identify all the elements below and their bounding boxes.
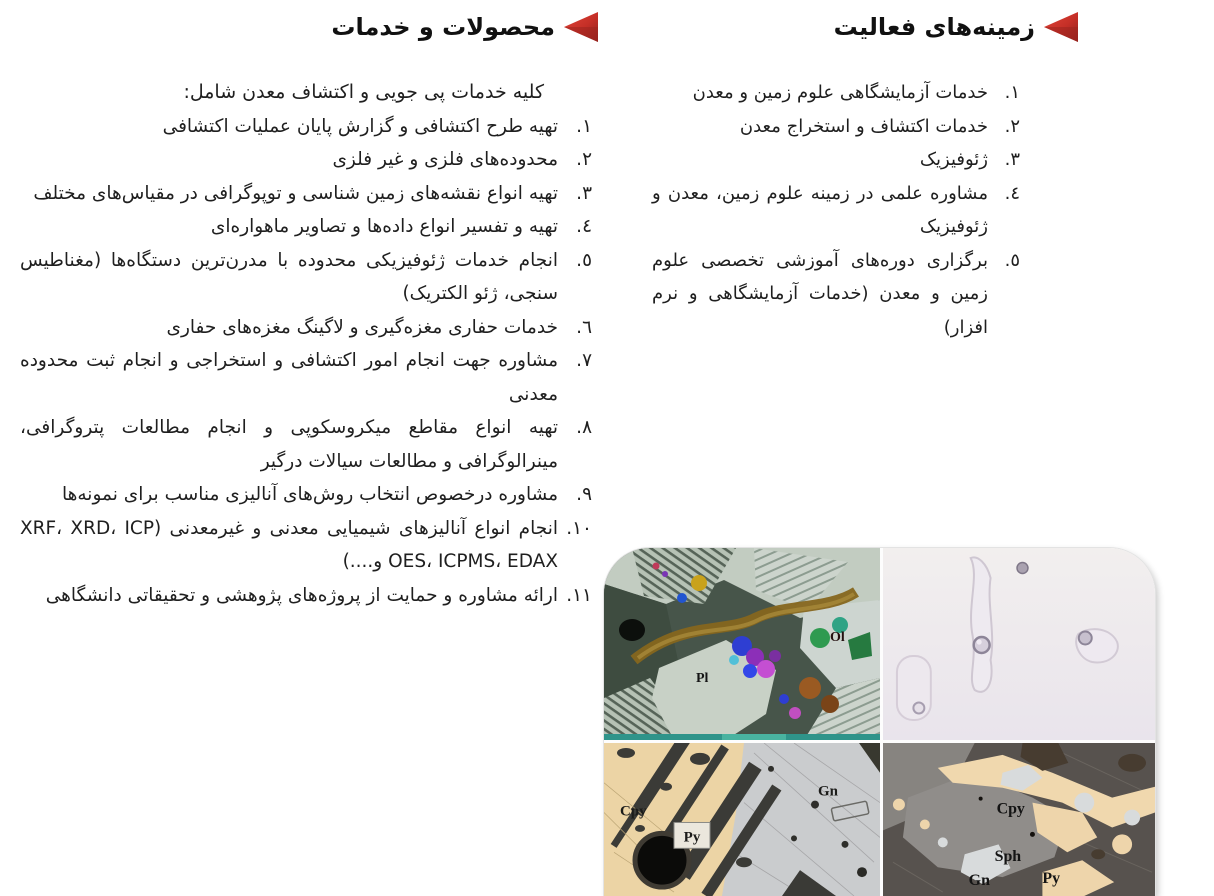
products-list [20,76,592,612]
list-item [20,311,592,345]
list-item [20,110,592,144]
item-text: تهیه انواع مقاطع میکروسکوپی و انجام مطالعات پتروگرافی، مینرالوگرافی و مطالعات سیالات درگیر [20,417,558,472]
item-text: مشاوره علمی در زمینه علوم زمین، معدن و ژئوفیزیک [652,182,988,237]
item-text: تهیه انواع نقشه‌های زمین شناسی و توپوگرافی در مقیاس‌های مختلف [33,182,558,204]
item-number: ٧. [576,350,592,371]
list-item [20,579,592,613]
item-text: ژئوفیزیک [919,149,988,170]
item-text: تهیه و تفسیر انواع داده‌ها و تصاویر ماهواره‌ای [210,216,558,237]
list-item [20,143,592,177]
list-item [20,344,592,411]
list-item [652,143,1020,177]
item-number: ١. [1004,82,1020,103]
list-item [20,210,592,244]
item-text: برگزاری دوره‌های آموزشی تخصصی علوم زمین و معدن (خدمات آزمایشگاهی و نرم افزار) [652,249,988,338]
list-item [652,244,1020,345]
item-number: ٤. [1004,182,1020,204]
list-item [20,177,592,211]
list-item [652,177,1020,244]
mineral-label-gn: Gn [818,783,839,800]
item-number: ٤. [576,216,592,237]
item-number: ٥. [1004,249,1020,271]
red-triangle-icon [564,12,598,42]
products-intro: کلیه خدمات پی جویی و اکتشاف معدن شامل: [183,81,544,103]
mineral-label-py: Py [1042,870,1061,888]
mineral-label-py: Py [683,829,701,846]
list-item [652,110,1020,144]
mineral-label-pl: Pl [696,671,709,686]
item-number: ٣. [1004,149,1020,170]
mineral-label-sph: Sph [994,848,1022,866]
list-item [20,411,592,478]
ore-microscopy-right-photo [883,743,1155,896]
item-number: ١٠. [566,517,592,539]
item-number: ٢. [576,149,592,170]
mineral-label-ol: Ol [830,630,845,645]
list-item [20,512,592,579]
products-title: محصولات و خدمات [331,13,555,41]
list-item [652,76,1020,110]
item-number: ٣. [576,182,592,204]
list-item [20,244,592,311]
item-text: خدمات اکتشاف و استخراج معدن [739,115,988,137]
item-number: ٩. [576,484,592,505]
item-text: مشاوره درخصوص انتخاب روش‌های آنالیزی مناسب برای نمونه‌ها [61,484,558,505]
mineral-label-cpy: Cpy [996,800,1025,818]
products-items [20,110,592,613]
item-number: ١١. [566,584,592,606]
item-number: ٢. [1004,115,1020,137]
item-text: تهیه طرح اکتشافی و گزارش پایان عملیات اکتشافی [162,115,558,137]
thin-section-photo [604,548,880,740]
mineral-label-cpy: Cpy [620,803,647,820]
list-item [20,478,592,512]
item-number: ٨. [576,417,592,438]
products-header [331,12,598,42]
item-number: ١. [576,115,592,137]
red-triangle-icon [1044,12,1078,42]
item-text: ارائه مشاوره و حمایت از پروژه‌های پژوهشی و تحقیقاتی دانشگاهی [45,584,558,606]
item-text: انجام انواع آنالیزهای شیمیایی معدنی و غیرمعدنی (XRF، XRD، ICP OES، ICPMS، EDAX و....) [20,517,558,572]
ore-microscopy-left-photo [604,743,880,896]
item-text: خدمات حفاری مغزه‌گیری و لاگینگ مغزه‌های حفاری [166,316,558,338]
photomicrograph-grid [604,548,1155,896]
item-text: خدمات آزمایشگاهی علوم زمین و معدن [692,82,988,103]
activities-list [652,76,1020,344]
item-number: ٥. [576,249,592,271]
item-text: مشاوره جهت انجام امور اکتشافی و استخراجی و انجام ثبت محدوده معدنی [20,350,558,405]
mineral-label-gn: Gn [968,872,990,890]
item-text: محدوده‌های فلزی و غیر فلزی [332,149,558,170]
fluid-inclusion-photo [883,548,1155,740]
item-number: ٦. [576,316,592,338]
activities-header [834,12,1078,42]
item-text: انجام خدمات ژئوفیزیکی محدوده با مدرن‌ترین دستگاه‌ها (مغناطیس سنجی، ژئو الکتریک) [20,249,558,304]
activities-title: زمینه‌های فعالیت [833,13,1035,41]
